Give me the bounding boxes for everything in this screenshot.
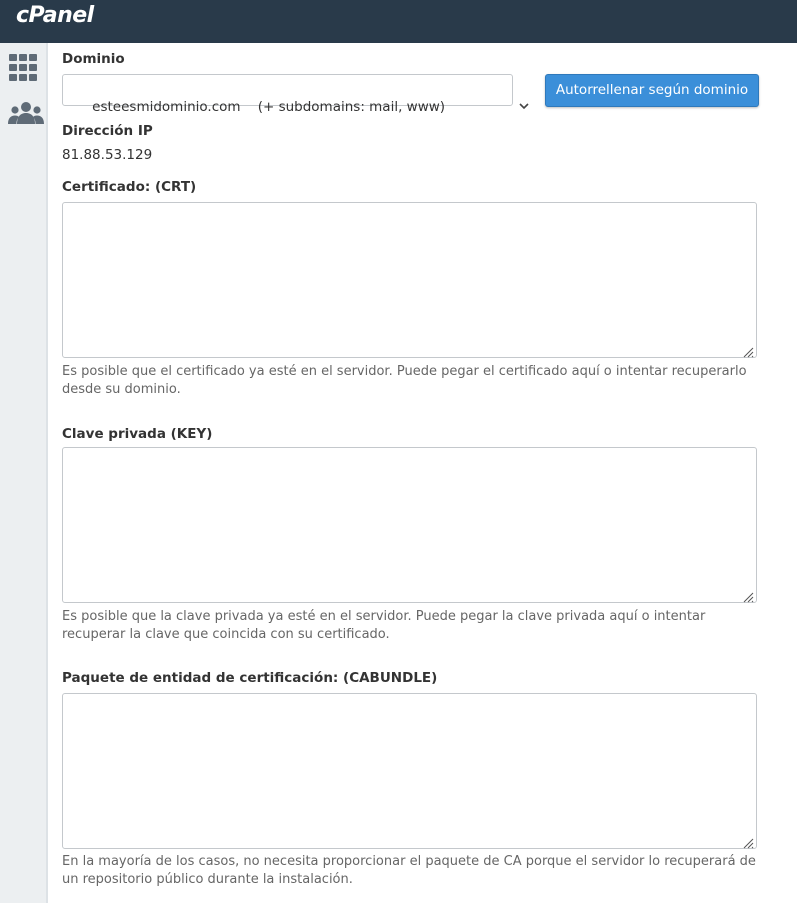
cabundle-label: Paquete de entidad de certificación: (CABUNDLE) [62, 670, 438, 686]
autofill-by-domain-button[interactable]: Autorrellenar según dominio [545, 74, 759, 107]
top-bar [0, 0, 797, 43]
ip-value: 81.88.53.129 [62, 147, 153, 163]
crt-help-text: Es posible que el certificado ya esté en el servidor. Puede pegar el certificado aquí o intentar recuperarlo desde su dominio. [62, 364, 747, 397]
key-help-text: Es posible que la clave privada ya esté en el servidor. Puede pegar la clave privada aquí o intentar recuperar la clave que coincida con su certificado. [62, 609, 706, 642]
sidebar [0, 43, 48, 903]
key-textarea[interactable] [62, 447, 757, 603]
cabundle-textarea[interactable] [62, 693, 757, 849]
crt-textarea[interactable] [62, 202, 757, 358]
crt-label: Certificado: (CRT) [62, 179, 197, 195]
cpanel-logo[interactable]: cPanel [16, 3, 94, 28]
chevron-down-icon [492, 83, 504, 97]
resize-grip-icon[interactable] [742, 343, 754, 355]
domain-label: Dominio [62, 51, 125, 67]
resize-grip-icon[interactable] [742, 588, 754, 600]
resize-grip-icon[interactable] [742, 834, 754, 846]
cabundle-help-text: En la mayoría de los casos, no necesita proporcionar el paquete de CA porque el servidor lo recuperará de un repositorio público durante la instalación. [62, 854, 756, 887]
users-icon[interactable] [8, 100, 40, 130]
domain-selected-value: esteesmidominio.com (+ subdomains: mail, www) [92, 99, 446, 115]
key-label: Clave privada (KEY) [62, 426, 213, 442]
ip-label: Dirección IP [62, 123, 153, 139]
grid-icon[interactable] [8, 54, 40, 84]
domain-select[interactable] [62, 74, 513, 115]
